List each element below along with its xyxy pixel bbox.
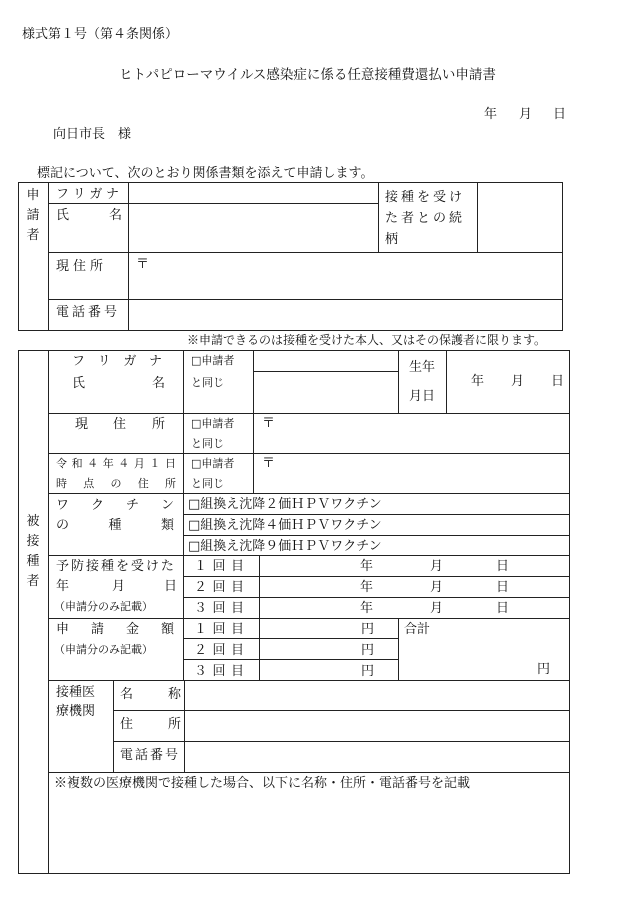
birth-year-label: 年 [471, 374, 485, 389]
document-title: ヒトパピローマウイルス感染症に係る任意接種費還払い申請書 [119, 67, 496, 83]
birth-month-label: 月 [511, 374, 525, 389]
dose-1-label: １ 回 目 [194, 559, 244, 574]
clinic-label-bottom: 療機関 [56, 704, 96, 719]
amount-dose-1-yen: 円 [361, 622, 375, 637]
asof-postal-mark[interactable]: 〒 [262, 456, 276, 471]
vaccination-date-note: （申請分のみ記載） [54, 600, 153, 613]
same-as-applicant-checkbox[interactable]: □申請者 [191, 354, 235, 367]
vaccinee-furigana-field[interactable] [255, 352, 396, 370]
vaccination-date-label: 予 防 接 種 を 受 け た [56, 559, 174, 574]
dose-3-label: ３ 回 目 [194, 601, 244, 616]
eligibility-note: ※申請できるのは接種を受けた本人、又はその保護者に限ります。 [187, 333, 547, 347]
applicant-postal-mark[interactable]: 〒 [136, 257, 150, 272]
applicant-section-label: 申 請 者 [26, 188, 40, 244]
vaccine-option-4valent[interactable]: □組換え沈降４価ＨＰＶワクチン [188, 518, 382, 533]
dose-1-year: 年 [360, 559, 374, 574]
vaccinee-name-field[interactable] [255, 373, 396, 411]
amount-dose-3-label: ３ 回 目 [194, 664, 244, 679]
dose-2-month: 月 [430, 580, 444, 595]
total-label: 合計 [404, 622, 431, 637]
addressee: 向日市長 様 [53, 127, 132, 142]
birth-label-bottom: 月日 [409, 389, 436, 404]
dose-3-day: 日 [496, 601, 510, 616]
amount-dose-3-yen: 円 [361, 664, 375, 679]
address-as-of-label-top: 令 和 ４ 年 ４ 月 １ 日 [56, 457, 176, 470]
birth-label-top: 生年 [409, 360, 436, 375]
total-yen: 円 [537, 662, 551, 677]
applicant-furigana-field[interactable] [130, 187, 376, 202]
dose-3-month: 月 [430, 601, 444, 616]
relation-field[interactable] [479, 184, 561, 250]
dose-1-day: 日 [496, 559, 510, 574]
dose-2-label: ２ 回 目 [194, 580, 244, 595]
dose-2-year: 年 [360, 580, 374, 595]
dose-1-month: 月 [430, 559, 444, 574]
dose-3-year: 年 [360, 601, 374, 616]
applicant-name-field[interactable] [130, 206, 376, 250]
dose-2-day: 日 [496, 580, 510, 595]
amount-dose-2-yen: 円 [361, 643, 375, 658]
address-same-label: と同じ [191, 437, 224, 450]
vaccinee-furigana-label: フ リ ガ ナ [72, 354, 162, 369]
clinic-address-field[interactable] [186, 712, 568, 739]
birth-day-label: 日 [551, 374, 565, 389]
applicant-furigana-label: フ リ ガ ナ [56, 187, 119, 202]
vaccine-option-2valent[interactable]: □組換え沈降２価ＨＰＶワクチン [188, 497, 382, 512]
applicant-phone-label: 電話番号 [56, 305, 121, 320]
clinic-phone-field[interactable] [186, 743, 568, 770]
clinic-name-field[interactable] [186, 682, 568, 708]
date-month-label: 月 [519, 107, 533, 122]
vaccinee-section-label: 被 接 種 者 [26, 514, 40, 590]
applicant-phone-field[interactable] [130, 302, 560, 328]
date-year-label: 年 [484, 107, 498, 122]
multiple-clinics-note: ※複数の医療機関で接種した場合、以下に名称・住所・電話番号を記載 [54, 776, 471, 791]
same-as-applicant-label: と同じ [191, 376, 224, 389]
date-day-label: 日 [553, 107, 567, 122]
vaccine-label-bottom: の 種 類 [56, 518, 174, 533]
applicant-address-label: 現住所 [56, 259, 108, 274]
address-same-checkbox[interactable]: □申請者 [191, 417, 235, 430]
asof-same-label: と同じ [191, 477, 224, 490]
amount-note: （申請分のみ記載） [54, 643, 153, 656]
relation-label: 接種を受けた者との続柄 [385, 190, 466, 247]
intro-text: 標記について、次のとおり関係書類を添えて申請します。 [37, 166, 374, 181]
clinic-phone-label: 電話番号 [120, 748, 181, 763]
multiple-clinics-field[interactable] [52, 795, 566, 871]
clinic-label-top: 接種医 [56, 685, 96, 700]
address-as-of-label-bottom: 時 点 の 住 所 [56, 477, 176, 490]
vaccine-option-9valent[interactable]: □組換え沈降９価ＨＰＶワクチン [188, 539, 382, 554]
vaccine-label-top: ワ ク チ ン [56, 498, 174, 513]
asof-same-checkbox[interactable]: □申請者 [191, 457, 235, 470]
form-number: 様式第１号（第４条関係） [22, 27, 179, 42]
amount-label: 申 請 金 額 [56, 622, 174, 637]
amount-dose-1-label: １ 回 目 [194, 622, 244, 637]
vaccinee-postal-mark[interactable]: 〒 [262, 416, 276, 431]
amount-dose-2-label: ２ 回 目 [194, 643, 244, 658]
